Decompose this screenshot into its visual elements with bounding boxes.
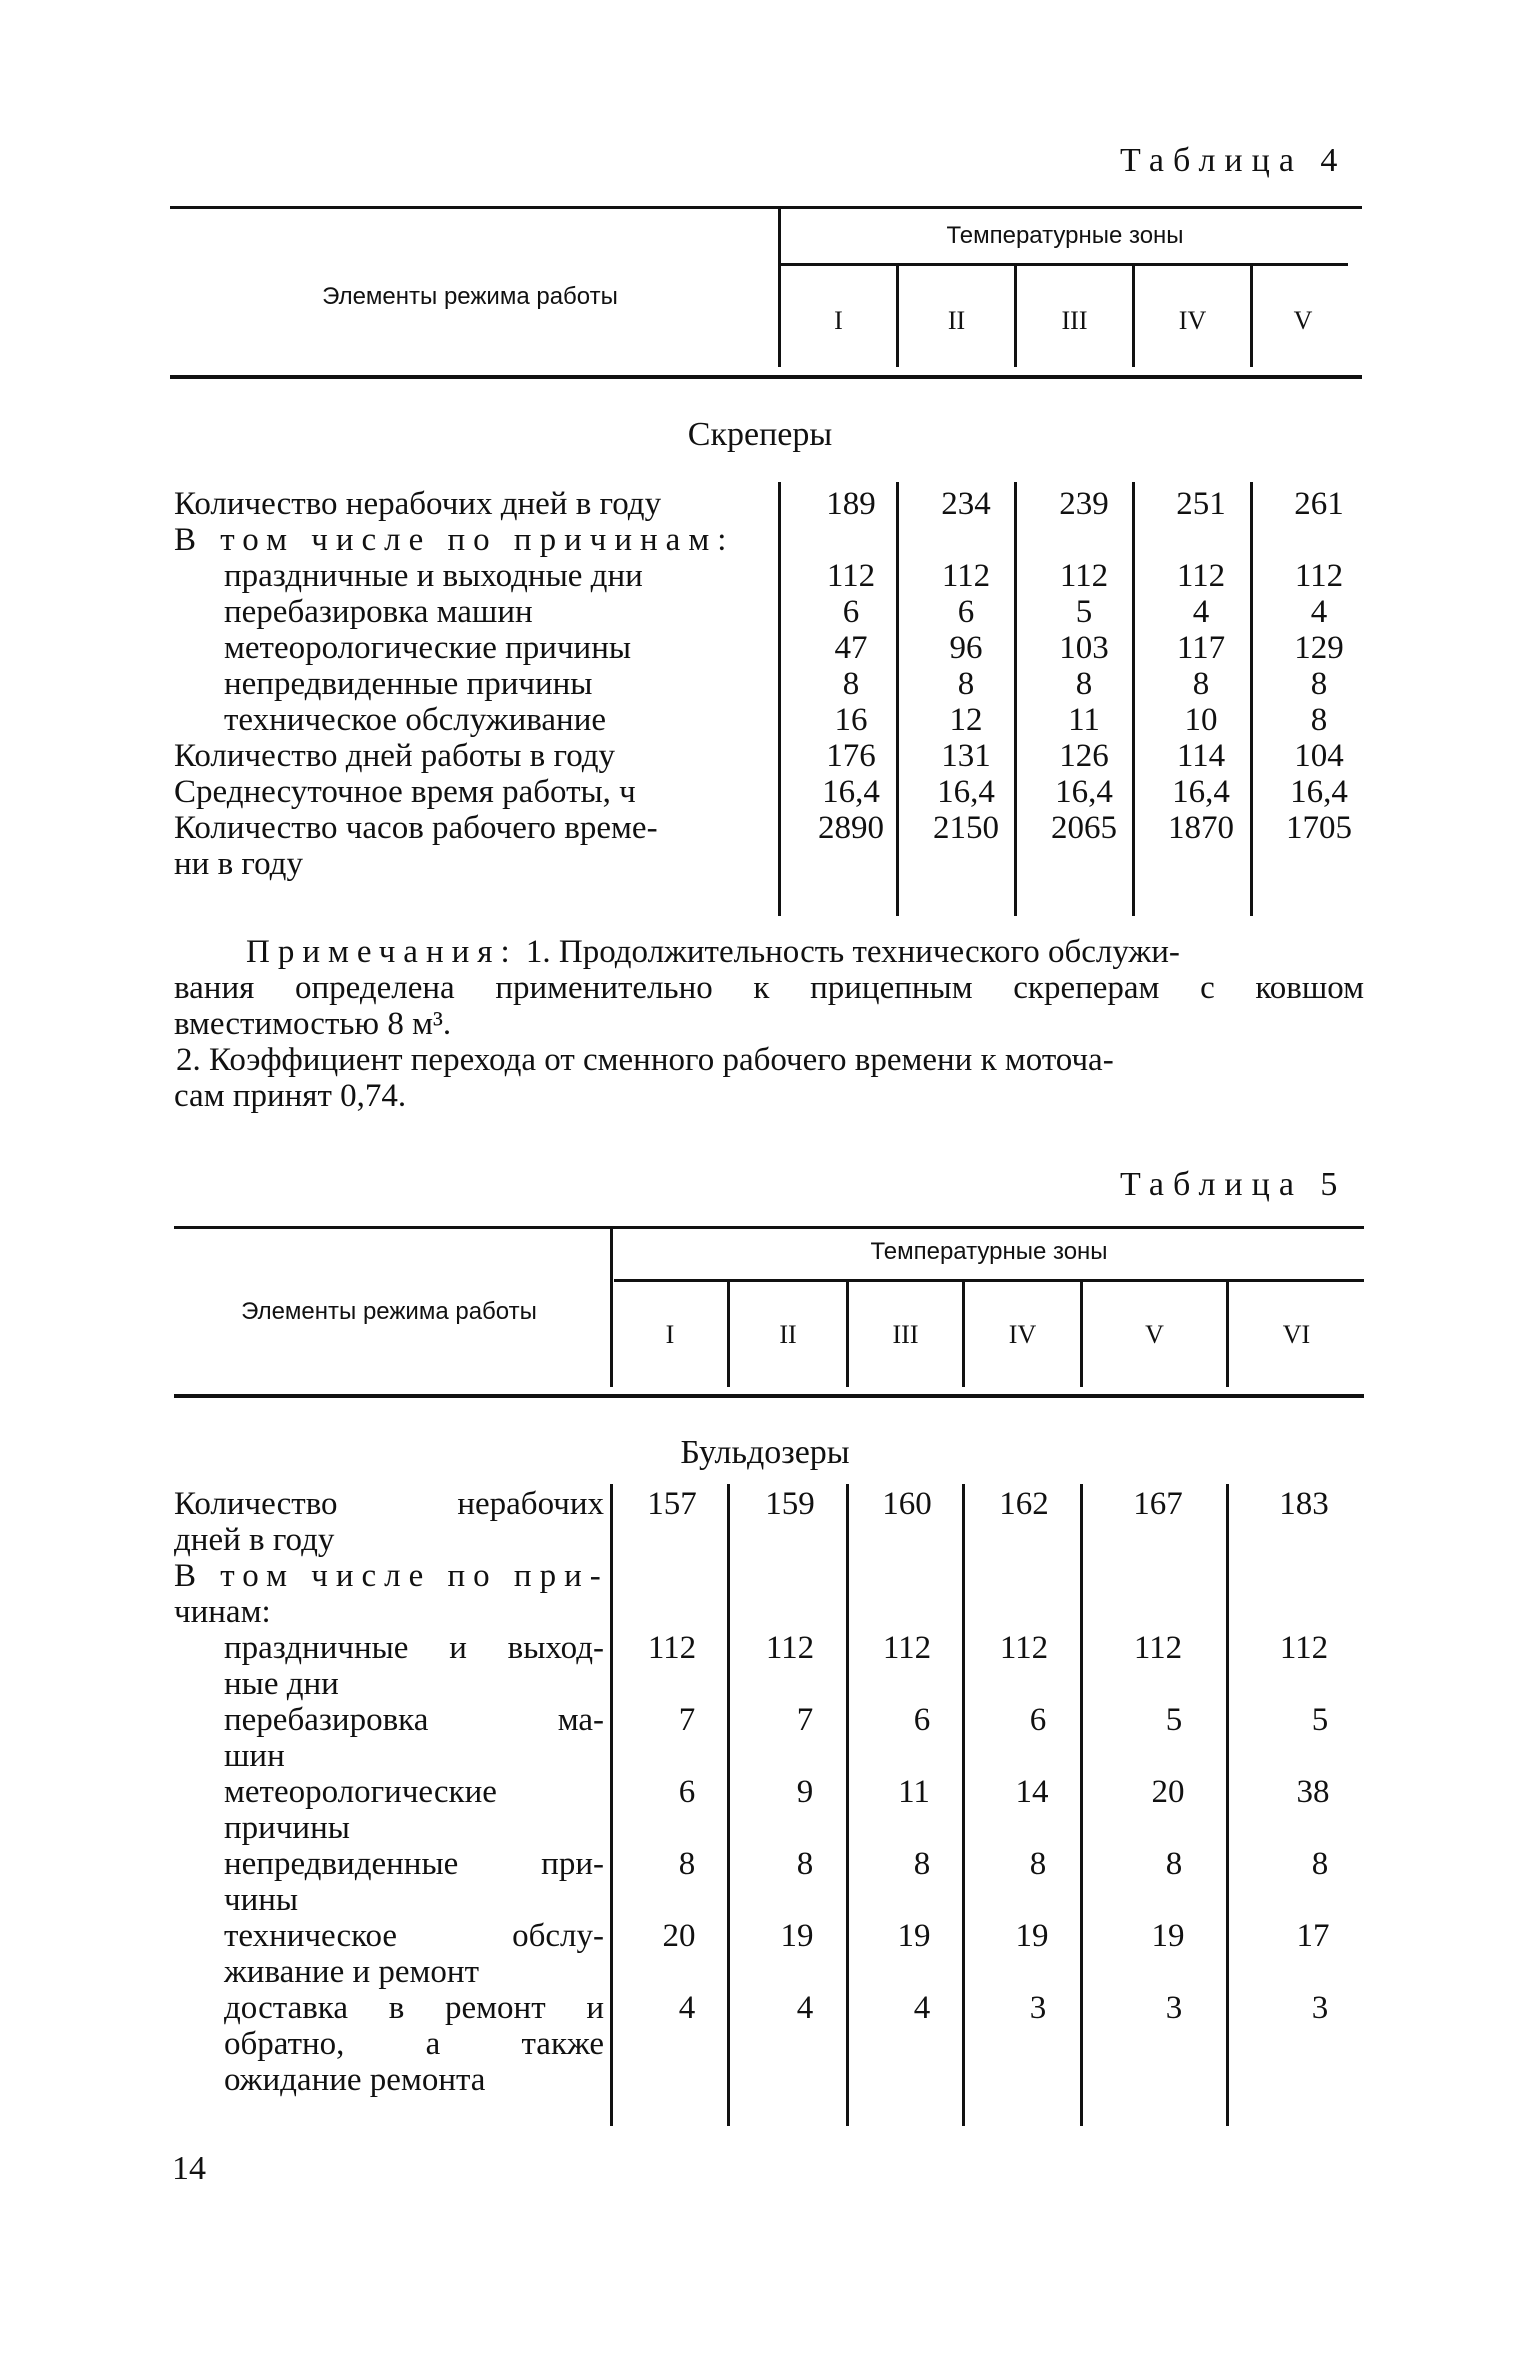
- table4-cell: 4: [1310, 594, 1328, 630]
- table5-cell: 167: [1133, 1486, 1183, 1522]
- label-line: живание и ремонт: [224, 1954, 479, 1990]
- table5-row-label: [224, 1846, 604, 1918]
- table5-cell: 112: [1279, 1630, 1329, 1666]
- label-line: дней в году: [174, 1522, 335, 1558]
- table4-cell: 16: [834, 702, 868, 738]
- label-line: чины: [224, 1882, 299, 1918]
- table4-zone-header: V: [1293, 306, 1313, 335]
- table5-cell: 112: [882, 1630, 932, 1666]
- table4-zone-header: I: [834, 306, 843, 335]
- table4-cell: 16,4: [1055, 774, 1113, 810]
- table4-row-label: непредвиденные причины: [224, 666, 593, 702]
- table5-cell: 7: [678, 1702, 696, 1738]
- table5-row-label: [224, 1630, 604, 1702]
- table5-cell: 112: [647, 1630, 697, 1666]
- table4-cell: 10: [1184, 702, 1218, 738]
- notes-line: вания определена применительно к прицепным скреперам с ковшом: [174, 970, 1364, 1006]
- table5-cell: 112: [999, 1630, 1049, 1666]
- table5-cell: 5: [1165, 1702, 1183, 1738]
- table5-cell: 4: [678, 1990, 696, 2026]
- table5-cell: 3: [1311, 1990, 1329, 2026]
- table4-cell: 2150: [933, 810, 999, 846]
- table4-zone-header: IV: [1178, 306, 1207, 335]
- table5-row-label: [174, 1486, 604, 1558]
- table5-cell: 6: [1029, 1702, 1047, 1738]
- table4-body-divider: [778, 482, 781, 916]
- table4-cell: 6: [842, 594, 860, 630]
- table4-cell: 16,4: [1172, 774, 1230, 810]
- table5-zone-header: II: [779, 1320, 797, 1349]
- table5-top-rule: [174, 1226, 1364, 1229]
- table4-cell: 112: [941, 558, 991, 594]
- table4-cell: 6: [957, 594, 975, 630]
- table5-body-divider: [1226, 1484, 1229, 2126]
- table5-cell: 19: [1015, 1918, 1049, 1954]
- table4-section-title: Скреперы: [687, 416, 833, 453]
- table4-row-label: Количество часов рабочего време-: [174, 810, 658, 846]
- table5-row-label: [224, 1918, 604, 1990]
- label-line: праздничные и выход-: [224, 1630, 604, 1666]
- table5-cell: 5: [1311, 1702, 1329, 1738]
- label-line: В том числе по при-: [174, 1558, 609, 1594]
- table4-cell: 117: [1176, 630, 1226, 666]
- table5-cell: 8: [913, 1846, 931, 1882]
- notes-line: 2. Коэффициент перехода от сменного рабочего времени к моточа-: [176, 1042, 1114, 1078]
- table4-cell: 8: [1075, 666, 1093, 702]
- table4-cell: 129: [1294, 630, 1344, 666]
- table5-zone-header: VI: [1282, 1320, 1311, 1349]
- table5-cell: 160: [882, 1486, 932, 1522]
- label-line: метеорологические: [224, 1774, 497, 1810]
- table5-section-title: Бульдозеры: [680, 1434, 850, 1471]
- table4-cell: 112: [1059, 558, 1109, 594]
- label-line: шин: [224, 1738, 285, 1774]
- table4-cell: 239: [1059, 486, 1109, 522]
- table5-cell: 183: [1279, 1486, 1329, 1522]
- table4-row-label: Среднесуточное время работы, ч: [174, 774, 636, 810]
- table5-header-bottom-rule: [174, 1394, 1364, 1398]
- table4-cell: 5: [1075, 594, 1093, 630]
- table5-cell: 20: [1151, 1774, 1185, 1810]
- table5-title: Таблица 5: [1120, 1166, 1347, 1203]
- table4-cell: 103: [1059, 630, 1109, 666]
- table5-cell: 112: [1133, 1630, 1183, 1666]
- table4-cell: 112: [1176, 558, 1226, 594]
- table5-zone-header: I: [665, 1320, 675, 1349]
- table4-cell: 2065: [1051, 810, 1117, 846]
- table5-cell: 19: [1151, 1918, 1185, 1954]
- table5-cell: 9: [796, 1774, 814, 1810]
- table4-cell: 8: [842, 666, 860, 702]
- table4-cell: 4: [1192, 594, 1210, 630]
- label-line: причины: [224, 1810, 350, 1846]
- label-line: ожидание ремонта: [224, 2062, 486, 2098]
- table4-notes: [174, 934, 1364, 1114]
- table5-header-divider: [610, 1229, 613, 1387]
- table4-zone-header: III: [1061, 306, 1088, 335]
- table4-top-rule: [170, 206, 1362, 209]
- label-line: обратно, а также: [224, 2026, 604, 2062]
- table4-row-label: праздничные и выходные дни: [224, 558, 643, 594]
- table5-cell: 6: [913, 1702, 931, 1738]
- table5-group-header: Температурные зоны: [870, 1238, 1108, 1265]
- table4-row-label: техническое обслуживание: [224, 702, 607, 738]
- table5-row-label: [224, 1990, 604, 2098]
- table4-cell: 2890: [818, 810, 884, 846]
- table4-zone-header: II: [947, 306, 966, 335]
- table5-zone-header: III: [892, 1320, 919, 1349]
- table5-cell: 11: [898, 1774, 930, 1810]
- table5-cell: 8: [1165, 1846, 1183, 1882]
- table4-cell: 126: [1059, 738, 1109, 774]
- table5-body-divider: [610, 1484, 613, 2126]
- table5-cell: 112: [765, 1630, 815, 1666]
- table4-row-label: ни в году: [174, 846, 303, 882]
- table4-cell: 11: [1068, 702, 1100, 738]
- table5-zone-header: IV: [1008, 1320, 1037, 1349]
- label-line: ные дни: [224, 1666, 339, 1702]
- notes-line: [174, 934, 1364, 970]
- table4-row-header: Элементы режима работы: [322, 283, 618, 310]
- table5-cell: 4: [913, 1990, 931, 2026]
- label-line: чинам:: [174, 1594, 271, 1630]
- label-line: техническое обслу-: [224, 1918, 604, 1954]
- table4-row-label: Количество нерабочих дней в году: [174, 486, 662, 522]
- table5-cell: 17: [1296, 1918, 1330, 1954]
- table4-row-label: Количество дней работы в году: [174, 738, 616, 774]
- table5-cell: 6: [678, 1774, 696, 1810]
- table4-cell: 1705: [1286, 810, 1352, 846]
- table5-cell: 20: [662, 1918, 696, 1954]
- table5-row-label: [224, 1702, 604, 1774]
- table4-cell: 234: [941, 486, 991, 522]
- label-line: доставка в ремонт и: [224, 1990, 604, 2026]
- notes-text: 1. Продолжительность технического обслужи-: [525, 934, 1180, 970]
- table4-header-group-rule: [780, 263, 1348, 266]
- table4-cell: 96: [949, 630, 983, 666]
- table4-cell: 131: [941, 738, 991, 774]
- table4-group-header: Температурные зоны: [946, 222, 1184, 249]
- table4-cell: 112: [826, 558, 876, 594]
- table4-row-label: метеорологические причины: [224, 630, 632, 666]
- table4-cell: 176: [826, 738, 876, 774]
- table4-cell: 16,4: [822, 774, 880, 810]
- table5-row-label: [224, 1774, 604, 1846]
- table5-cell: 7: [796, 1702, 814, 1738]
- table5-zone-header: V: [1145, 1320, 1164, 1349]
- table5-cell: 157: [647, 1486, 697, 1522]
- notes-line: вместимостью 8 м³.: [174, 1006, 452, 1042]
- table5-cell: 8: [678, 1846, 696, 1882]
- notes-heading: Примечания:: [246, 934, 518, 970]
- table4-cell: 8: [1192, 666, 1210, 702]
- table5-row-header: Элементы режима работы: [241, 1298, 537, 1325]
- table4-cell: 8: [957, 666, 975, 702]
- table4-row-label: перебазировка машин: [224, 594, 533, 630]
- table5-cell: 8: [1029, 1846, 1047, 1882]
- table5-cell: 159: [765, 1486, 815, 1522]
- table5-cell: 3: [1029, 1990, 1047, 2026]
- notes-line: сам принят 0,74.: [174, 1078, 407, 1114]
- table4-cell: 8: [1310, 666, 1328, 702]
- table4-cell: 261: [1294, 486, 1344, 522]
- table4-cell: 12: [949, 702, 983, 738]
- table4-row-label: В том числе по причинам:: [174, 522, 735, 558]
- table5-row-label: [174, 1558, 609, 1630]
- table5-cell: 19: [897, 1918, 931, 1954]
- label-line: непредвиденные при-: [224, 1846, 604, 1882]
- label-line: перебазировка ма-: [224, 1702, 604, 1738]
- table4-header-bottom-rule: [170, 375, 1362, 379]
- table4-cell: 8: [1310, 702, 1328, 738]
- table4-cell: 1870: [1168, 810, 1234, 846]
- table4-cell: 251: [1176, 486, 1226, 522]
- table5-cell: 4: [796, 1990, 814, 2026]
- table4-title: Таблица 4: [1120, 142, 1347, 179]
- table4-cell: 189: [826, 486, 876, 522]
- table5-cell: 38: [1296, 1774, 1330, 1810]
- table5-cell: 162: [999, 1486, 1049, 1522]
- table5-cell: 19: [780, 1918, 814, 1954]
- table5-cell: 14: [1015, 1774, 1049, 1810]
- table4-cell: 114: [1176, 738, 1226, 774]
- table5-cell: 8: [796, 1846, 814, 1882]
- table4-cell: 112: [1294, 558, 1344, 594]
- table4-cell: 16,4: [937, 774, 995, 810]
- label-line: Количество нерабочих: [174, 1486, 604, 1522]
- table4-cell: 47: [834, 630, 868, 666]
- table4-cell: 104: [1294, 738, 1344, 774]
- table5-cell: 3: [1165, 1990, 1183, 2026]
- page-number: 14: [172, 2150, 206, 2187]
- table4-cell: 16,4: [1290, 774, 1348, 810]
- table5-cell: 8: [1311, 1846, 1329, 1882]
